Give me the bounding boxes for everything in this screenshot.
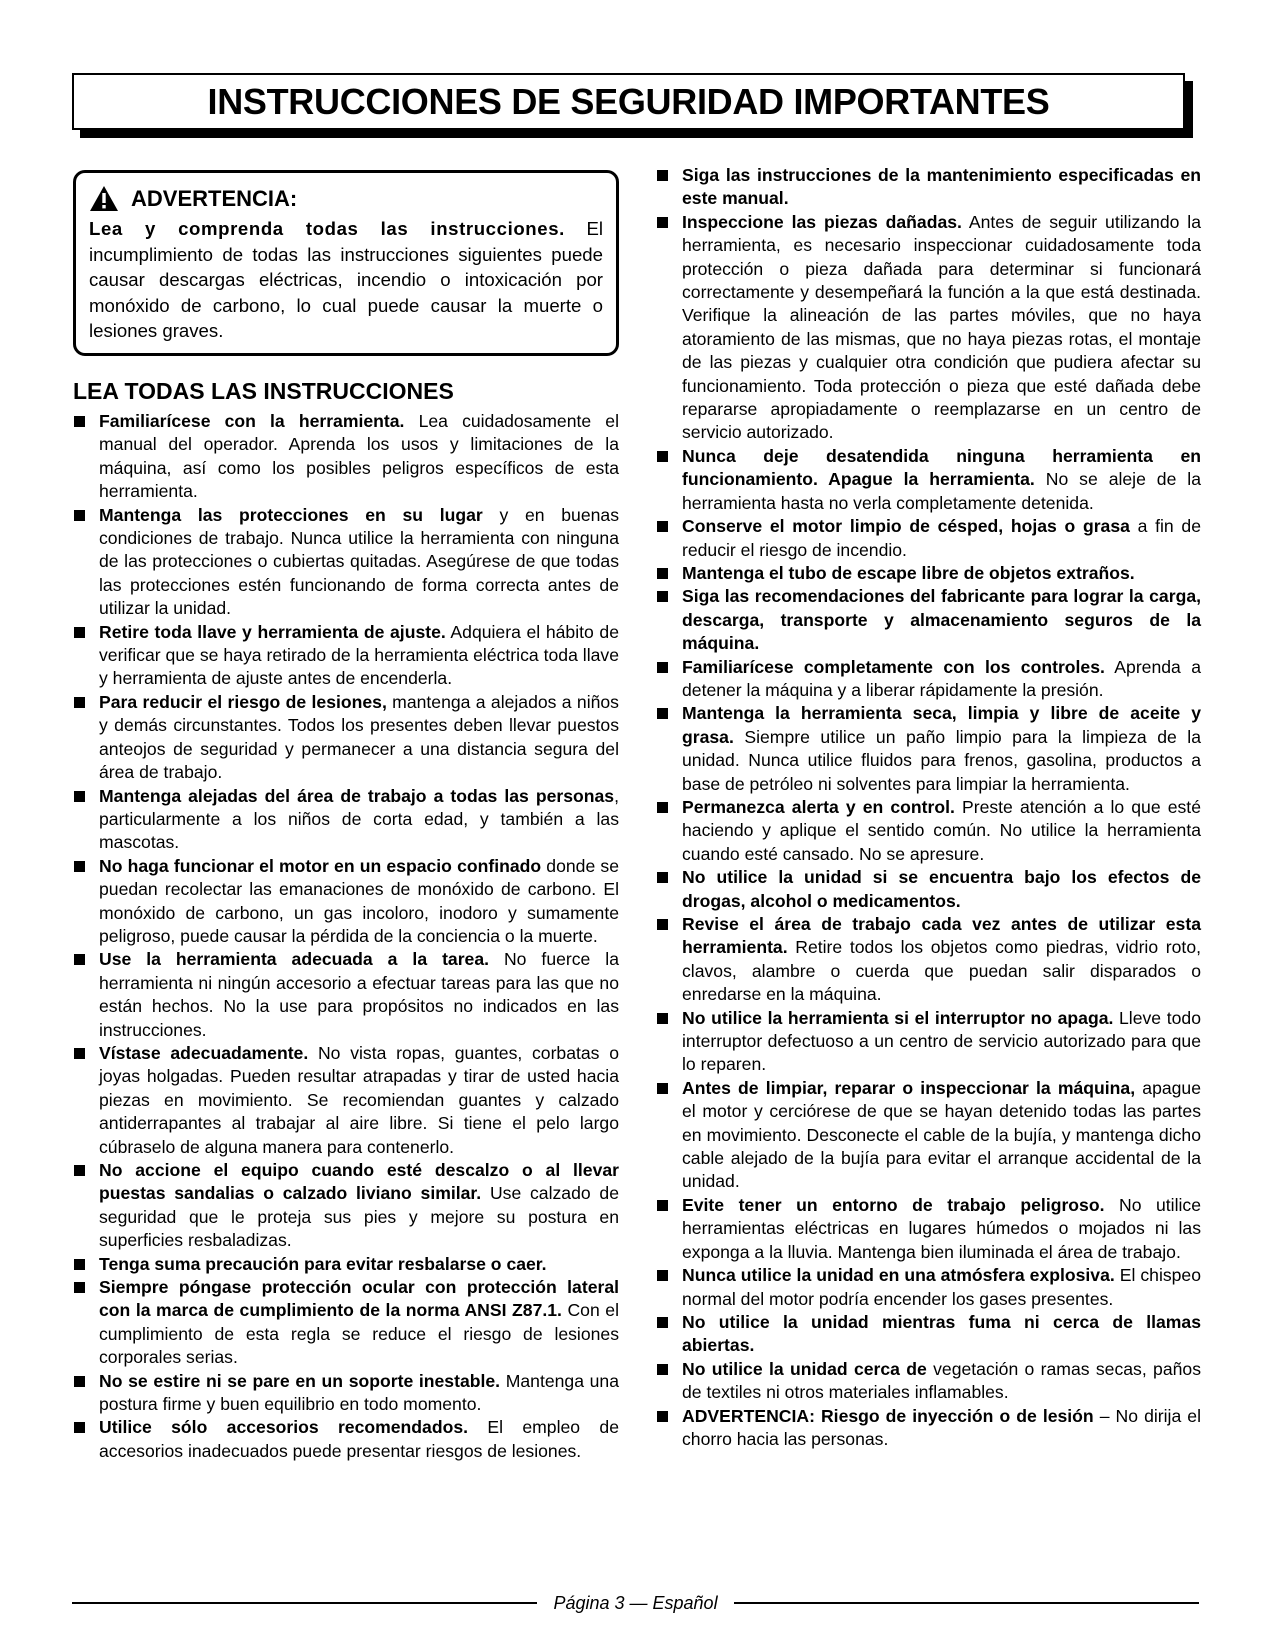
item-lead: Nunca utilice la unidad en una atmósfera explosiva. [682, 1265, 1115, 1286]
bullet-square-icon [657, 919, 668, 930]
list-item [73, 785, 619, 855]
list-item [73, 1253, 619, 1276]
item-lead: No utilice la unidad cerca de [682, 1358, 927, 1379]
item-lead: Mantenga la herramienta seca, limpia y libre de aceite y grasa. [682, 703, 1201, 747]
footer-rule-left [72, 1602, 537, 1604]
item-lead: Siga las recomendaciones del fabricante para lograr la carga, descarga, transporte y almacenamiento seguros de la máquina. [682, 586, 1201, 654]
list-item [656, 656, 1201, 703]
item-lead: Evite tener un entorno de trabajo peligroso. [682, 1194, 1105, 1215]
item-text: No utilice herramientas eléctricas en lugares húmedos o mojados ni las exponga a la lluvia. Mantenga bien iluminada el área de trabajo. [682, 1194, 1201, 1262]
item-lead: Mantenga el tubo de escape libre de objetos extraños. [682, 562, 1135, 583]
item-lead: Permanezca alerta y en control. [682, 796, 955, 817]
section-heading: LEA TODAS LAS INSTRUCCIONES [73, 378, 454, 404]
bullet-square-icon [657, 1083, 668, 1094]
item-lead: Familiarícese completamente con los controles. [682, 656, 1105, 677]
warning-header [89, 185, 603, 212]
item-lead: ADVERTENCIA: Riesgo de inyección o de lesión [682, 1405, 1094, 1426]
list-item [656, 1077, 1201, 1194]
bullet-square-icon [657, 662, 668, 673]
bullet-square-icon [74, 697, 85, 708]
list-item [656, 164, 1201, 211]
warning-box [73, 170, 619, 356]
item-text: Con el cumplimiento de esta regla se reduce el riesgo de lesiones corporales serias. [99, 1300, 619, 1368]
bullet-square-icon [74, 1259, 85, 1270]
bullet-square-icon [657, 1317, 668, 1328]
list-item [73, 1276, 619, 1370]
item-text: Use calzado de seguridad que le proteja sus pies y mejore su postura en superficies resbaladizas. [99, 1183, 619, 1251]
item-text: Aprenda a detener la máquina y a liberar rápidamente la presión. [682, 656, 1201, 700]
bullet-square-icon [657, 521, 668, 532]
item-text: Preste atención a lo que esté haciendo y aplique el sentido común. No utilice la herramienta cuando esté cansado. No se apresure. [682, 796, 1201, 864]
page-header [72, 73, 1193, 138]
item-lead: Familiarícese con la herramienta. [99, 411, 405, 431]
item-text: Adquiera el hábito de verificar que se haya retirado de la herramienta eléctrica toda llave y herramienta de ajuste antes de encenderla. [99, 621, 619, 689]
item-lead: No se estire ni se pare en un soporte inestable. [99, 1370, 501, 1391]
item-text: a fin de reducir el riesgo de incendio. [682, 516, 1201, 560]
right-instruction-list [656, 164, 1201, 1451]
bullet-square-icon [74, 1282, 85, 1293]
list-item [73, 691, 619, 785]
item-text: vegetación o ramas secas, paños de textiles ni otros materiales inflamables. [682, 1358, 1201, 1403]
list-item [73, 948, 619, 1042]
item-lead: Mantenga las protecciones en su lugar [99, 504, 483, 525]
warning-text [89, 216, 603, 344]
list-item [656, 515, 1201, 562]
bullet-square-icon [657, 1364, 668, 1375]
item-lead: Inspeccione las piezas dañadas. [682, 211, 962, 232]
item-lead: Para reducir el riesgo de lesiones, [99, 691, 387, 712]
bullet-square-icon [74, 1422, 85, 1433]
page-title: INSTRUCCIONES DE SEGURIDAD IMPORTANTES [207, 80, 1050, 122]
list-item [73, 1370, 619, 1417]
item-lead: Conserve el motor limpio de césped, hojas o grasa [682, 516, 1130, 537]
bullet-square-icon [657, 451, 668, 462]
list-item [656, 702, 1201, 796]
list-item [656, 1007, 1201, 1077]
bullet-square-icon [657, 802, 668, 813]
bullet-square-icon [657, 170, 668, 181]
list-item [73, 1416, 619, 1463]
bullet-square-icon [657, 872, 668, 883]
list-item [73, 1042, 619, 1159]
item-text: donde se puedan recolectar las emanaciones de monóxido de carbono. El monóxido de carbono, un gas incoloro, inodoro y sumamente peligroso, puede causar la pérdida de la conciencia o la muerte. [99, 855, 619, 946]
left-instruction-list [73, 410, 619, 1463]
item-lead: No utilice la herramienta si el interruptor no apaga. [682, 1007, 1114, 1028]
item-text: El empleo de accesorios inadecuados puede presentar riesgos de lesiones. [99, 1417, 619, 1461]
bullet-square-icon [657, 1013, 668, 1024]
list-item [656, 913, 1201, 1007]
warning-triangle-icon [89, 185, 119, 212]
warning-title: ADVERTENCIA: [131, 185, 298, 211]
bullet-square-icon [74, 861, 85, 872]
list-item [73, 410, 619, 504]
list-item [73, 855, 619, 949]
item-text: No vista ropas, guantes, corbatas o joyas holgadas. Pueden resultar atrapadas y tirar de usted hacia piezas en movimiento. Se recomiendan guantes y calzado antiderrapantes al trabajar al aire libre. Si tiene el pelo largo cúbraselo de alguna manera para contenerlo. [99, 1042, 619, 1157]
bullet-square-icon [657, 1200, 668, 1211]
item-text: apague el motor y cerciórese de que se hayan detenido todas las partes en movimiento. Desconecte el cable de la bujía, y mantenga dicho cable alejado de la bujía para evitar el arranque accidental de la unidad. [682, 1077, 1201, 1192]
list-item [656, 1311, 1201, 1358]
list-item [656, 796, 1201, 866]
item-text: Retire todos los objetos como piedras, vidrio roto, clavos, alambre o cuerda que puedan salir disparados o enredarse en la máquina. [682, 937, 1201, 1005]
item-lead: Vístase adecuadamente. [99, 1042, 309, 1063]
bullet-square-icon [657, 1411, 668, 1422]
bullet-square-icon [657, 1270, 668, 1281]
item-text: Lea cuidadosamente el manual del operador. Aprenda los usos y limitaciones de la máquina, así como los posibles peligros específicos de esta herramienta. [99, 411, 619, 502]
bullet-square-icon [74, 416, 85, 427]
item-lead: Revise el área de trabajo cada vez antes de utilizar esta herramienta. [682, 914, 1201, 958]
list-item [656, 211, 1201, 445]
bullet-square-icon [657, 217, 668, 228]
item-lead: Tenga suma precaución para evitar resbalarse o caer. [99, 1253, 547, 1274]
bullet-square-icon [74, 510, 85, 521]
warning-body: El incumplimiento de todas las instrucciones siguientes puede causar descargas eléctricas, incendio o intoxicación por monóxido de carbono, lo cual puede causar la muerte o lesiones graves. [89, 218, 603, 341]
bullet-square-icon [74, 791, 85, 802]
bullet-square-icon [657, 708, 668, 719]
item-text: No se aleje de la herramienta hasta no verla completamente detenida. [682, 469, 1201, 513]
bullet-square-icon [74, 954, 85, 965]
item-lead: Use la herramienta adecuada a la tarea. [99, 949, 490, 970]
bullet-square-icon [657, 591, 668, 602]
warning-lead: Lea y comprenda todas las instrucciones. [89, 218, 565, 239]
bullet-square-icon [74, 627, 85, 638]
item-lead: Antes de limpiar, reparar o inspeccionar la máquina, [682, 1077, 1136, 1098]
item-lead: Retire toda llave y herramienta de ajuste. [99, 621, 446, 642]
item-lead: Nunca deje desatendida ninguna herramienta en funcionamiento. Apague la herramienta. [682, 445, 1201, 490]
item-text: , particularmente a los niños de corta edad, y también a las mascotas. [99, 785, 619, 853]
item-text: Lleve todo interruptor defectuoso a un centro de servicio autorizado para que lo reparen. [682, 1007, 1201, 1075]
page-number: Página 3 — Español [553, 1592, 718, 1613]
item-text: Antes de seguir utilizando la herramienta, es necesario inspeccionar cuidadosamente toda protección o pieza dañada para determinar si funcionará correctamente y desempeñará la función a la que está destinada. Verifique la alineación de las partes móviles, que no haya atoramiento de las mismas, que no haya piezas rotas, el montaje de las piezas y cualquier otra condición que pudiera afectar su funcionamiento. Toda protección o pieza que esté dañada debe repararse apropiadamente o reemplazarse en un centro de servicio autorizado. [682, 211, 1201, 443]
page-footer [72, 1588, 1199, 1618]
bullet-square-icon [74, 1165, 85, 1176]
list-item [656, 1264, 1201, 1311]
item-lead: Siempre póngase protección ocular con protección lateral con la marca de cumplimiento de la norma ANSI Z87.1. [99, 1277, 619, 1321]
item-text: Siempre utilice un paño limpio para la limpieza de la unidad. Nunca utilice fluidos para frenos, gasolina, productos a base de petróleo ni solventes para limpiar la herramienta. [682, 726, 1201, 794]
footer-rule-right [734, 1602, 1199, 1604]
item-text: No fuerce la herramienta ni ningún accesorio a efectuar tareas para las que no están hechos. No la use para propósitos no indicados en las instrucciones. [99, 949, 619, 1040]
item-lead: No accione el equipo cuando esté descalzo o al llevar puestas sandalias o calzado liviano similar. [99, 1160, 619, 1204]
list-item [73, 504, 619, 621]
item-text: El chispeo normal del motor podría encender los gases presentes. [682, 1265, 1202, 1309]
bullet-square-icon [74, 1376, 85, 1387]
list-item [656, 1405, 1201, 1452]
list-item [656, 866, 1201, 913]
bullet-square-icon [74, 1048, 85, 1059]
item-text: y en buenas condiciones de trabajo. Nunca utilice la herramienta con ninguna de las protecciones o cubiertas quitadas. Asegúrese de que todas las protecciones estén funcionando de forma correcta antes de utilizar la unidad. [99, 504, 619, 619]
item-lead: No haga funcionar el motor en un espacio confinado [99, 855, 542, 876]
item-text: – No dirija el chorro hacia las personas. [682, 1405, 1201, 1449]
item-lead: No utilice la unidad si se encuentra bajo los efectos de drogas, alcohol o medicamentos. [682, 867, 1201, 911]
item-lead: Mantenga alejadas del área de trabajo a todas las personas [99, 785, 615, 806]
item-lead: Utilice sólo accesorios recomendados. [99, 1417, 469, 1438]
list-item [73, 1159, 619, 1253]
list-item [656, 1358, 1201, 1405]
item-text: mantenga a alejados a niños y demás circunstantes. Todos los presentes deben llevar puestos anteojos de seguridad y permanecer a una distancia segura del área de trabajo. [99, 691, 619, 783]
list-item [656, 445, 1201, 515]
header-box [72, 73, 1185, 130]
list-item [656, 562, 1201, 585]
item-lead: Siga las instrucciones de la mantenimiento especificadas en este manual. [682, 165, 1201, 209]
list-item [656, 1194, 1201, 1264]
bullet-square-icon [657, 568, 668, 579]
item-lead: No utilice la unidad mientras fuma ni cerca de llamas abiertas. [682, 1311, 1201, 1356]
item-text: Mantenga una postura firme y buen equilibrio en todo momento. [99, 1370, 620, 1415]
list-item [73, 621, 619, 691]
list-item [656, 585, 1201, 655]
